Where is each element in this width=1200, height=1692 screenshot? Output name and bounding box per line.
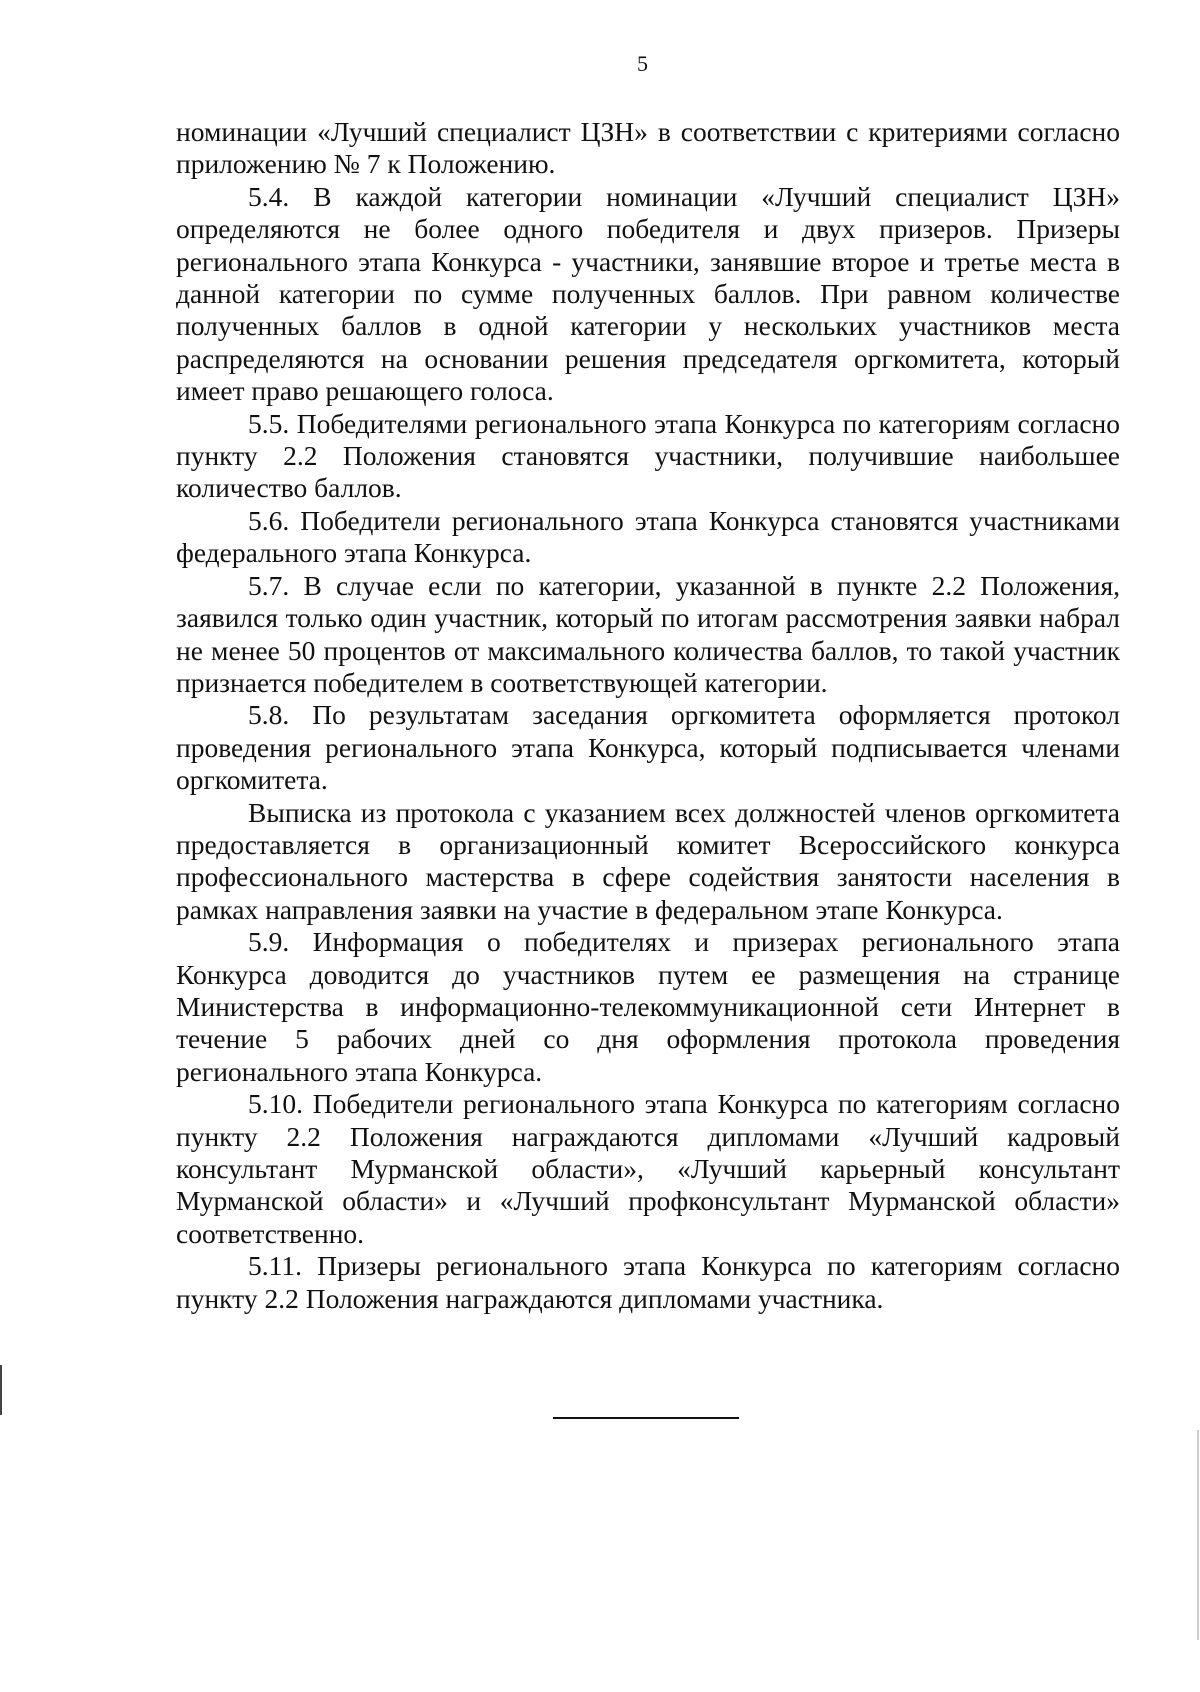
paragraph-5-10: 5.10. Победители регионального этапа Конкурса по категориям согласно пункту 2.2 Положения награждаются дипломами «Лучший кадровый консультант Мурманской области», «Лучший карьерный консультант Мурманской области» и «Лучший профконсультант Мурманской области» соответственно. <box>176 1088 1120 1249</box>
paragraph-5-7: 5.7. В случае если по категории, указанной в пункте 2.2 Положения, заявился только один участник, который по итогам рассмотрения заявки набрал не менее 50 процентов от максимального количества баллов, то такой участник признается победителем в соответствующей категории. <box>176 569 1120 698</box>
paragraph-5-9: 5.9. Информация о победителях и призерах регионального этапа Конкурса доводится до участников путем ее размещения на странице Министерства в информационно-телекоммуникационной сети Интернет в течение 5 рабочих дней со дня оформления протокола проведения регионального этапа Конкурса. <box>176 926 1120 1087</box>
paragraph-5-8: 5.8. По результатам заседания оргкомитета оформляется протокол проведения регионального этапа Конкурса, который подписывается членами оргкомитета. <box>176 699 1120 796</box>
page-number: 5 <box>637 51 648 76</box>
scan-edge-mark <box>0 1365 2 1415</box>
paragraph-continuation: номинации «Лучший специалист ЦЗН» в соответствии с критериями согласно приложению № 7 к Положению. <box>176 116 1120 180</box>
paragraph-5-6: 5.6. Победители регионального этапа Конкурса становятся участниками федерального этапа Конкурса. <box>176 504 1120 569</box>
paragraph-5-4: 5.4. В каждой категории номинации «Лучший специалист ЦЗН» определяются не более одного победителя и двух призеров. Призеры регионального этапа Конкурса - участники, занявшие второе и третье места в данной категории по сумме полученных баллов. При равном количестве полученных баллов в одной категории у нескольких участников места распределяются на основании решения председателя оргкомитета, который имеет право решающего голоса. <box>176 180 1120 407</box>
paragraph-protocol-extract: Выписка из протокола с указанием всех должностей членов оргкомитета предоставляется в организационный комитет Всероссийского конкурса профессионального мастерства в сфере содействия занятости населения в рамках направления заявки на участие в федеральном этапе Конкурса. <box>176 796 1120 925</box>
document-body <box>176 116 1120 1315</box>
scan-edge-mark-right <box>1197 1430 1199 1640</box>
paragraph-5-5: 5.5. Победителями регионального этапа Конкурса по категориям согласно пункту 2.2 Положения становятся участники, получившие наибольшее количество баллов. <box>176 407 1120 504</box>
end-of-document-rule <box>553 1417 739 1419</box>
paragraph-5-11: 5.11. Призеры регионального этапа Конкурса по категориям согласно пункту 2.2 Положения награждаются дипломами участника. <box>176 1250 1120 1314</box>
